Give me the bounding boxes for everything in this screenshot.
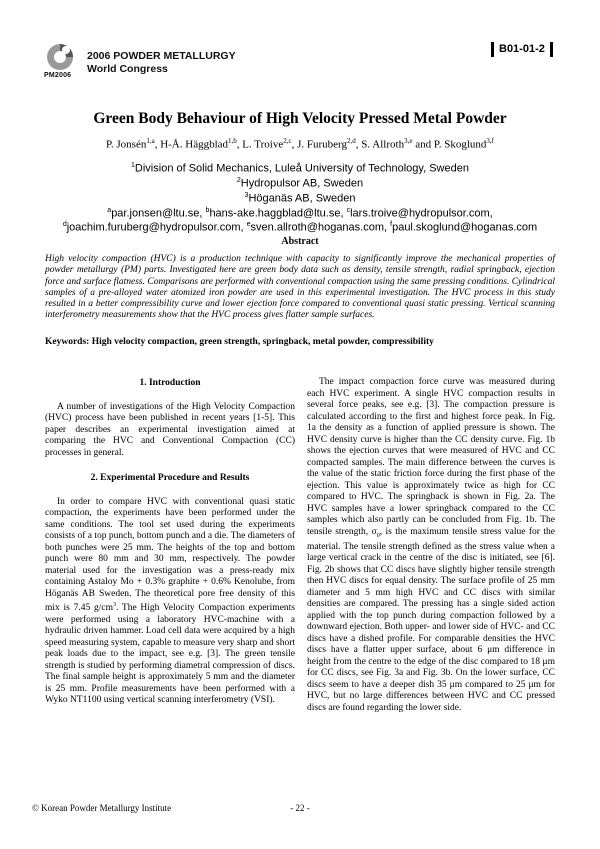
email-line [0,219,600,234]
author-sup: 2,d [347,137,356,145]
affiliation [0,175,600,190]
keywords: Keywords: High velocity compaction, green strength, springback, metal powder, compressibility [45,337,434,347]
affiliation-sup: 2 [236,176,241,184]
email: sven.allroth@hoganas.com, [250,222,391,235]
author-sup: 3,e [404,137,413,145]
page-number: - 22 - [290,803,310,813]
right-column [307,377,555,714]
copyright: © Korean Powder Metallurgy Institute [32,803,172,813]
affiliation-text: Höganäs AB, Sweden [248,192,356,205]
email: par.jonsen@ltu.se, [111,207,206,220]
paper-title: Green Body Behaviour of High Velocity Pressed Metal Powder [93,110,507,127]
abstract-heading: Abstract [281,236,319,247]
affiliation-text: Division of Solid Mechanics, Luleå University of Technology, Sweden [134,162,469,175]
author: L. Troive [242,138,284,151]
author: P. Jonsén [106,138,147,151]
paper-code: B01-01-2 [491,42,553,57]
email-sup: b [205,206,210,214]
author: H-Å. Häggblad [160,138,229,151]
email: joachim.furuberg@hydropulsor.com, [66,222,247,235]
results-text: The impact compaction force curve was measured during each HVC experiment. A single HVC compaction results in several force peaks, see e.g. [3]. The compaction pressure is calculated according to the first and highest force peak. In Fig. 1a the density as a function of applied pressure is shown. The HVC density curve is higher than the CC density curve. Fig. 1b shows the ejection curves that were measured of HVC and CC compacted samples. The main difference between the curves is the value of the static friction force during the first phase of the ejection. This value is approximately twice as high for CC compared to HVC. The springback is shown in Fig. 2a. The HVC samples have a lower springback compared to the CC samples which also partly can be concluded from Fig. 1b. The tensile strength, σ [307,377,555,537]
section-heading-experimental: 2. Experimental Procedure and Results [90,473,250,483]
affiliation-text: Hydropulsor AB, Sweden [240,177,364,190]
experimental-text: . The High Velocity Compaction experiments were performed using a laboratory HVC-machine with a hydraulic driven hammer. Load cell data were acquired by a high speed measuring system, capable to measure very sharp and short peak loads due to the impact, see e.g. [3]. The green tensile strength is studied by performing diametral compression of discs. The final sample height is approximately 5 mm and the diameter is 25 mm. Profile measurements have been performed with a Wyko NT1100 using vertical scanning interferometry (VSI). [45,603,295,706]
results-text: , is the maximum tensile stress value for the material. The tensile strength defined as the stress value when a large vertical crack in the centre of the disc is initiated, see [6]. Fig. 2b shows that CC discs have slightly higher tensile strength then HVC discs for equal density. The surface profile of 25 mm diameter and 5 mm high HVC and CC discs with similar densities are compared. The pressing has a single sided action applied with the top punch during compaction followed by a downward ejection. Both upper- and lower side of HVC- and CC discs have a dished profile. For comparable densities the HVC discs have a flatter upper surface, about 6 μm difference in height from the centre to the edge of the disc compared to 18 μm for CC discs, see Fig. 3a and Fig. 3b. On the lower surface, CC discs seem to have a deeper dish 35 μm compared to 25 μm for HVC, but no large differences between HVC and CC pressed discs are found regarding the lower side. [307,526,555,713]
left-column [45,378,295,707]
affiliation-sup: 1 [131,162,135,169]
logo-text: PM2006 [44,72,72,79]
experimental-sup: 3 [112,602,116,608]
results-sub: 0 [376,532,380,539]
author-sup: 1,a [146,137,155,145]
author-sup: 2,c [283,137,292,145]
pm2006-logo-icon [44,42,76,72]
email: lars.troive@hydropulsor.com, [350,207,493,220]
abstract-text: High velocity compaction (HVC) is a production technique with capacity to significantly improve the mechanical properties of powder metallurgy (PM) parts. Investigated here are green body data such as density, tensile strength, radial springback, ejection force and surface flatness. Comparisons are performed with conventional compaction using the same pressing conditions. Cylindrical samples of a pre-alloyed water atomized iron powder are used in this experimental investigation. The HVC process in this study resulted in a better compressibility curve and lower ejection force compared to conventional quasi static pressing. Vertical scanning interferometry measurements show that the HVC process gives flatter sample surfaces. [45,254,555,321]
email-sup: e [246,221,251,229]
conference-name [87,50,236,76]
email-sup: c [346,206,351,214]
conference-line1: 2006 POWDER METALLURGY [87,50,236,62]
affiliations [0,160,600,234]
affiliation-sup: 3 [244,191,249,199]
email-sup: f [390,221,393,229]
affiliation [0,160,600,175]
results-paragraph [307,377,555,714]
email-sup: d [62,221,67,229]
email: hans-ake.haggblad@ltu.se, [209,207,347,220]
affiliation [0,190,600,205]
author: P. Skoglund [433,138,487,151]
introduction-paragraph: A number of investigations of the High Velocity Compaction (HVC) process have been published in recent years [1-5]. This paper describes an experimental investigation aimed at comparing the HVC and Conventional Compaction (CC) processes in general. [45,401,295,458]
section-heading-introduction: 1. Introduction [139,378,201,388]
author: S. Allroth [361,138,405,151]
email-sup: a [107,206,112,214]
experimental-paragraph [45,497,295,707]
author-sup: 3,f [486,137,494,145]
experimental-text: In order to compare HVC with conventional quasi static compaction, the experiments have been performed under the same conditions. The tool set used during the experiments consists of a top punch, bottom punch and a die. The diameters of both punches were 25 mm. The heights of the top and bottom punch were 80 mm and 30 mm, respectively. The powder material used for the investigation was a press-ready mix containing Astaloy Mo + 0.3% graphite + 0.6% Kenolube, from Höganäs AB Sweden. The theoretical pore free density of this mix is 7.45 g/cm [45,496,295,614]
author-sup: 1,b [228,137,237,145]
email: paul.skoglund@hoganas.com [392,222,538,235]
conference-line2: World Congress [87,63,168,75]
email-line [0,205,600,220]
author: J. Furuberg [297,138,348,151]
author-list: P. Jonsén$^{1,a}$, H-Å. Häggblad$^{1,b}$, L. Troive$^{2,c}$, J. Furuberg$^{2,d}$, S. Allroth$^{3,e}$ and P. Skoglund$^{3,f}$ [106,137,494,151]
